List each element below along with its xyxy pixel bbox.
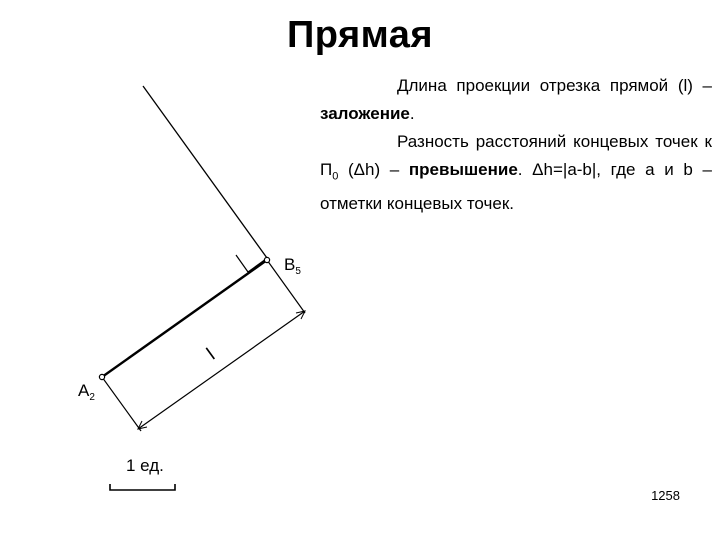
p2-mid: (Δh) – (338, 160, 409, 179)
point-a-dot (99, 374, 104, 379)
point-a-letter: A (78, 381, 90, 400)
slide-number: 1258 (651, 488, 680, 503)
slide-title: Прямая (286, 14, 434, 56)
dimension-line (138, 311, 305, 429)
segment-ab (102, 260, 267, 377)
label-point-b (284, 256, 301, 276)
projecting-line (143, 86, 267, 258)
p2-subscript: 0 (332, 170, 339, 183)
p1-lead: Длина проекции отрезка прямой (l) – (397, 76, 712, 95)
label-point-a (78, 382, 95, 402)
label-length-l: l (203, 344, 220, 365)
p2-end: . Δh=|a-b|, где a и b – отметки концевых точек. (320, 160, 712, 214)
scale-bar (110, 484, 175, 490)
point-b-mark: 5 (295, 266, 301, 277)
term-prevyshenie: превышение (408, 160, 518, 179)
point-b-letter: B (284, 255, 296, 274)
point-a-mark: 2 (89, 392, 95, 403)
label-scale-unit: 1 ед. (126, 456, 164, 475)
perpendicular-from-a (102, 377, 141, 431)
term-zalozhenie: заложение (320, 104, 410, 123)
p2-lead: Разность расстояний концевых точек к П (320, 132, 712, 179)
p1-end: . (409, 104, 415, 123)
point-b-dot (264, 257, 269, 262)
